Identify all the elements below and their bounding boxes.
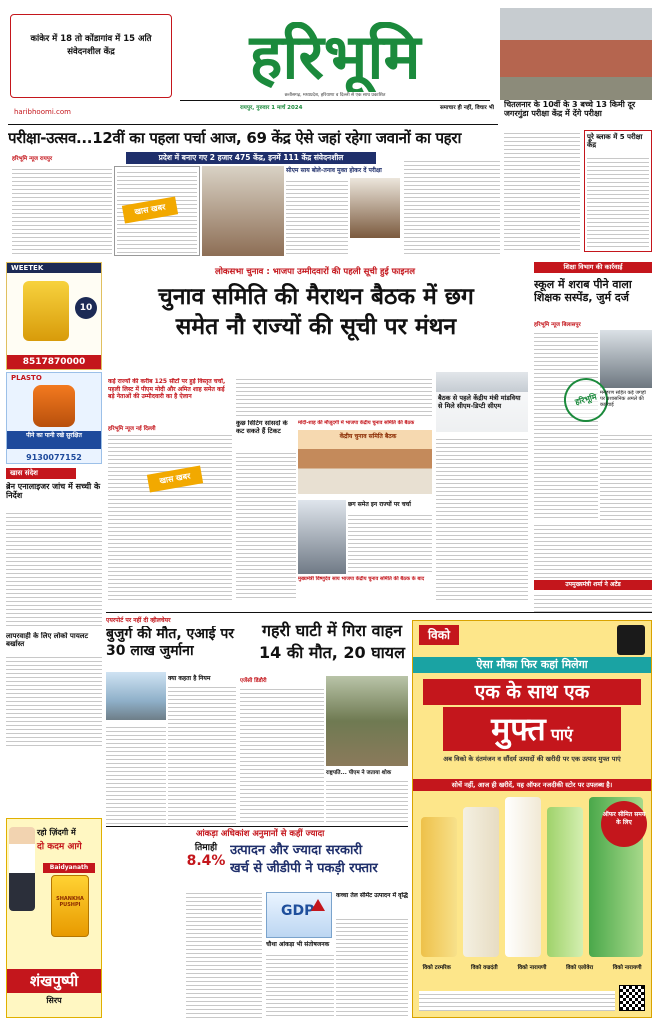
election-list-text: [348, 512, 432, 574]
masthead-title: हरिभूमि: [249, 22, 421, 92]
left-section-label: खास संदेश: [6, 468, 76, 479]
weetek-ad[interactable]: [6, 262, 102, 370]
election-headline-1: चुनाव समिति की मैराथन बैठक में छग: [158, 283, 474, 310]
lead-banner: प्रदेश में बनाए गए 2 हजार 475 केंद्र, इनमें 111 केंद्र संवेदनशील: [126, 152, 376, 164]
election-photo-caption: मोदी-शाह की मौजूदगी में भाजपा केंद्रीय चुनाव समिति की बैठक: [298, 420, 415, 426]
election-side-head: कुछ सिटिंग सांसदों के कट सकते हैं टिकट: [236, 420, 288, 435]
shankha-product: शंखपुष्पी: [7, 969, 101, 993]
lead-col3: [286, 178, 348, 256]
vicco-product-3: विको नारायणी: [517, 965, 547, 971]
battery-icon: [23, 281, 69, 341]
election-intro: [236, 376, 432, 418]
vicco-fineprint: [419, 991, 615, 1011]
gdp-chart: [266, 892, 332, 938]
ear-right-box: [584, 130, 652, 252]
gdp-headline-2: खर्च से जीडीपी ने पकड़ी रफ्तार: [230, 861, 378, 876]
gdp-rate-box: [186, 840, 226, 888]
ear-right-box-title: पूरे ब्लाक में 5 परीक्षा केंद्र: [587, 133, 643, 149]
vicco-burst: ऑफर सीमित समय के लिए: [601, 801, 647, 847]
election-headline-2: समेत नौ राज्यों की सूची पर मंथन: [175, 313, 457, 340]
election-photo: [298, 430, 432, 494]
weetek-phone[interactable]: 8517870000: [7, 355, 101, 369]
election-photo-3: [436, 372, 528, 432]
right-section-label: शिक्षा विभाग की कार्रवाई: [534, 262, 652, 273]
vicco-product-names: [413, 963, 651, 985]
shankha-line1: रहो ज़िंदगी में: [37, 828, 76, 837]
ghati-col2: [326, 778, 408, 824]
shankha-line2: दो कदम आगे: [37, 842, 82, 852]
right-byline: हरिभूमि न्यूज बिलासपुर: [534, 322, 581, 328]
lead-col1: [12, 166, 112, 256]
shankha-product-en: SHANKHA PUSHPI: [56, 896, 84, 908]
ear-left-box: [10, 14, 172, 98]
right-photo-caption: मनहरण सहित कई जगहों पर प्रशासनिक अमले की कार्रवाई: [600, 390, 646, 408]
ghati-caption: राष्ट्रपति... पीएम ने जताया शोक: [326, 770, 392, 776]
right-col-text-3: [534, 522, 652, 578]
plasto-ad[interactable]: [6, 372, 102, 464]
election-headline-box: [106, 282, 526, 364]
election-deck: कई राज्यों की करीब 125 सीटों पर हुई विस्तृत चर्चा, पहली लिस्ट में पीएम मोदी और अमित शाह समेत कई बड़े नेताओं की उम्मीदवारी का है ऐलान: [108, 378, 226, 400]
gdp-bottom-text: [266, 952, 334, 1018]
ai-headline: बुजुर्ग की मौत, एआई पर 30 लाख जुर्माना: [106, 626, 235, 659]
ghati-photo: [326, 676, 408, 766]
ai-sub: क्या कहता है नियम: [168, 675, 211, 682]
ghati-col1: [240, 686, 324, 824]
election-col1: [108, 432, 232, 600]
lead-photo-caption: सीएम साय बोले-तनाव मुक्त होकर दें परीक्षा: [286, 167, 382, 174]
lead-byline: हरिभूमि न्यूज रायपुर: [12, 156, 53, 162]
lead-headline: परीक्षा-उत्सव...12वीं का पहला पर्चा आज, 69 केंद्र ऐसे जहां रहेगा जवानों का पहरा: [8, 129, 462, 147]
gdp-box-head: कच्चा तेल सीमेंट उत्पादन में वृद्धि: [336, 892, 408, 899]
plasto-brand: PLASTO: [11, 374, 42, 382]
right-stamp: हरिभूमि: [559, 373, 613, 427]
gdp-quarter: तिमाही: [194, 843, 218, 853]
vicco-line3b: पाएं: [550, 725, 573, 744]
ai-col1: [106, 724, 166, 824]
vicco-line3-box: [443, 707, 621, 751]
vicco-line2: एक के साथ एक: [423, 679, 641, 705]
tube-icon: [505, 797, 541, 957]
election-col2: [236, 450, 296, 600]
left-story2-text: [6, 654, 102, 748]
plasto-phone[interactable]: 9130077152: [26, 453, 82, 462]
ghati-byline: एजेंसी डिंडौरी: [240, 678, 267, 684]
right-headline: स्कूल में शराब पीने वाला शिक्षक सस्पेंड, जुर्म दर्ज: [534, 278, 632, 304]
lead-badge: खास खबर: [122, 196, 178, 223]
vicco-product-5: विको नारायणी: [612, 965, 642, 971]
rule-top: [8, 124, 498, 125]
rule-gdp: [106, 826, 408, 827]
shankha-bottle-icon: [51, 875, 89, 937]
vicco-product-4: विको एलोवेरा: [566, 965, 594, 971]
election-photo-2: [298, 500, 346, 574]
right-col-text: [534, 330, 598, 520]
gdp-chart-label: GDP: [281, 903, 315, 919]
vicco-product-1: विको टरमरिक: [422, 965, 451, 971]
gdp-headline-1: उत्पादन और ज्यादा सरकारी: [230, 843, 363, 858]
cm-portrait: [350, 178, 400, 238]
vicco-line1: ऐसा मौका फिर कहां मिलेगा: [413, 657, 651, 673]
election-byline: हरिभूमि न्यूज नई दिल्ली: [108, 426, 156, 432]
gdp-col1: [186, 890, 262, 1018]
gdp-rate: 8.4%: [186, 853, 226, 869]
ear-right-headline: चितलनार के 10वीं के 3 बच्चे 13 किमी दूर जगरगुंडा परीक्षा केंद्र में देंगे परीक्षा: [504, 100, 636, 118]
school-photo: [500, 8, 652, 100]
haribhoomi-url[interactable]: haribhoomi.com: [14, 108, 71, 116]
plasto-tag: पीने का पानी रखे सुरक्षित: [7, 431, 101, 449]
lead-box: [114, 166, 200, 256]
vicco-ad[interactable]: [412, 620, 652, 1018]
masthead-tagline: छत्तीसगढ़, मध्यप्रदेश, हरियाणा व दिल्ली से एक साथ प्रकाशित: [284, 93, 386, 98]
ghati-headline-1: गहरी घाटी में गिरा वाहन: [261, 621, 403, 640]
gdp-bottom-head: चौथा आंकड़ा भी संतोषजनक: [266, 941, 330, 948]
shankha-ad[interactable]: [6, 818, 102, 1018]
airplane-photo: [106, 672, 166, 720]
vicco-tagline: सोचें नहीं, आज ही खरीदें, यह ऑफर नजदीकी स्टोर पर उपलब्ध है।: [413, 779, 651, 791]
masthead-slogan: समाचार ही नहीं, विचार भी: [439, 105, 494, 111]
vicco-line3: मुफ्त: [491, 710, 546, 748]
vicco-brand: विको: [419, 625, 459, 645]
left-story1-text: [6, 510, 102, 628]
ai-kicker: एयरपोर्ट पर नहीं दी व्हीलचेयर: [106, 617, 171, 624]
gdp-box-text: [336, 916, 408, 1018]
right-section-2: उपमुख्यमंत्री शर्मा ने अटेंड: [534, 580, 652, 590]
shankha-brand: Baidyanath: [43, 863, 95, 873]
ear-left: [6, 10, 176, 102]
right-col-text-2: [600, 432, 652, 520]
election-list-head: छग समेत इन राज्यों पर चर्चा: [348, 501, 411, 508]
vicco-badge-icon: [617, 625, 645, 655]
masthead-rule: [180, 100, 490, 101]
election-right-head: बैठक से पहले केंद्रीय मंत्री मांडविया से मिले सीएम-डिप्टी सीएम: [436, 392, 528, 432]
election-caption-2: मुख्यमंत्री विष्णुदेव साय भाजपा केंद्रीय चुनाव समिति की बैठक के बाद: [298, 576, 425, 582]
tube-icon: [421, 817, 457, 957]
weetek-years: 10: [75, 297, 97, 319]
water-tank-icon: [33, 385, 75, 427]
qr-code-icon[interactable]: [619, 985, 645, 1011]
weetek-brand: WEETEK: [7, 263, 101, 273]
gdp-kicker: आंकड़ा अधिकांश अनुमानों से कहीं ज्यादा: [196, 829, 325, 839]
rule-mid: [106, 612, 652, 613]
election-panel-sign: केंद्रीय चुनाव समिति बैठक: [339, 433, 397, 440]
gdp-headline: [230, 842, 408, 886]
ear-right: [500, 8, 652, 100]
left-story2-headline: लापरवाही के लिए लोको पायलट बर्खास्त: [6, 632, 89, 648]
tube-icon: [547, 807, 583, 957]
ear-right-col1: [504, 130, 580, 252]
masthead-dateline: रायपुर, गुरुवार 1 मार्च 2024: [240, 105, 303, 111]
election-kicker: लोकसभा चुनाव : भाजपा उम्मीदवारों की पहली सूची हुई फाइनल: [214, 267, 416, 277]
tube-icon: [463, 807, 499, 957]
ear-left-text: कांकेर में 18 तो कोंडागांव में 15 अति संवेदनशील केंद्र: [30, 34, 152, 57]
shankha-sub: सिरप: [46, 996, 62, 1005]
ghati-headline-2: 14 की मौत, 20 घायल: [259, 643, 405, 662]
lead-col4: [404, 158, 500, 254]
ear-right-box-text: [587, 155, 649, 249]
lead-photo: [202, 166, 284, 256]
right-photo: [600, 330, 652, 388]
ai-col2: [168, 684, 236, 824]
vicco-body: अब विको के दंतमंजन व सौंदर्य उत्पादों की खरीदी पर एक उत्पाद मुफ्त पाएं: [443, 755, 621, 763]
left-story1-headline: ब्रेन एनालाइजर जांच में सच्ची के निर्देश: [6, 482, 101, 500]
vicco-product-2: विको वज्रदंती: [471, 965, 498, 971]
election-col4: [436, 436, 528, 600]
ghati-headline: [240, 620, 424, 672]
arrow-up-icon: [311, 899, 325, 911]
right-col-text-4: [534, 592, 652, 612]
election-badge: खास खबर: [147, 465, 203, 492]
student-photo: [9, 827, 35, 911]
